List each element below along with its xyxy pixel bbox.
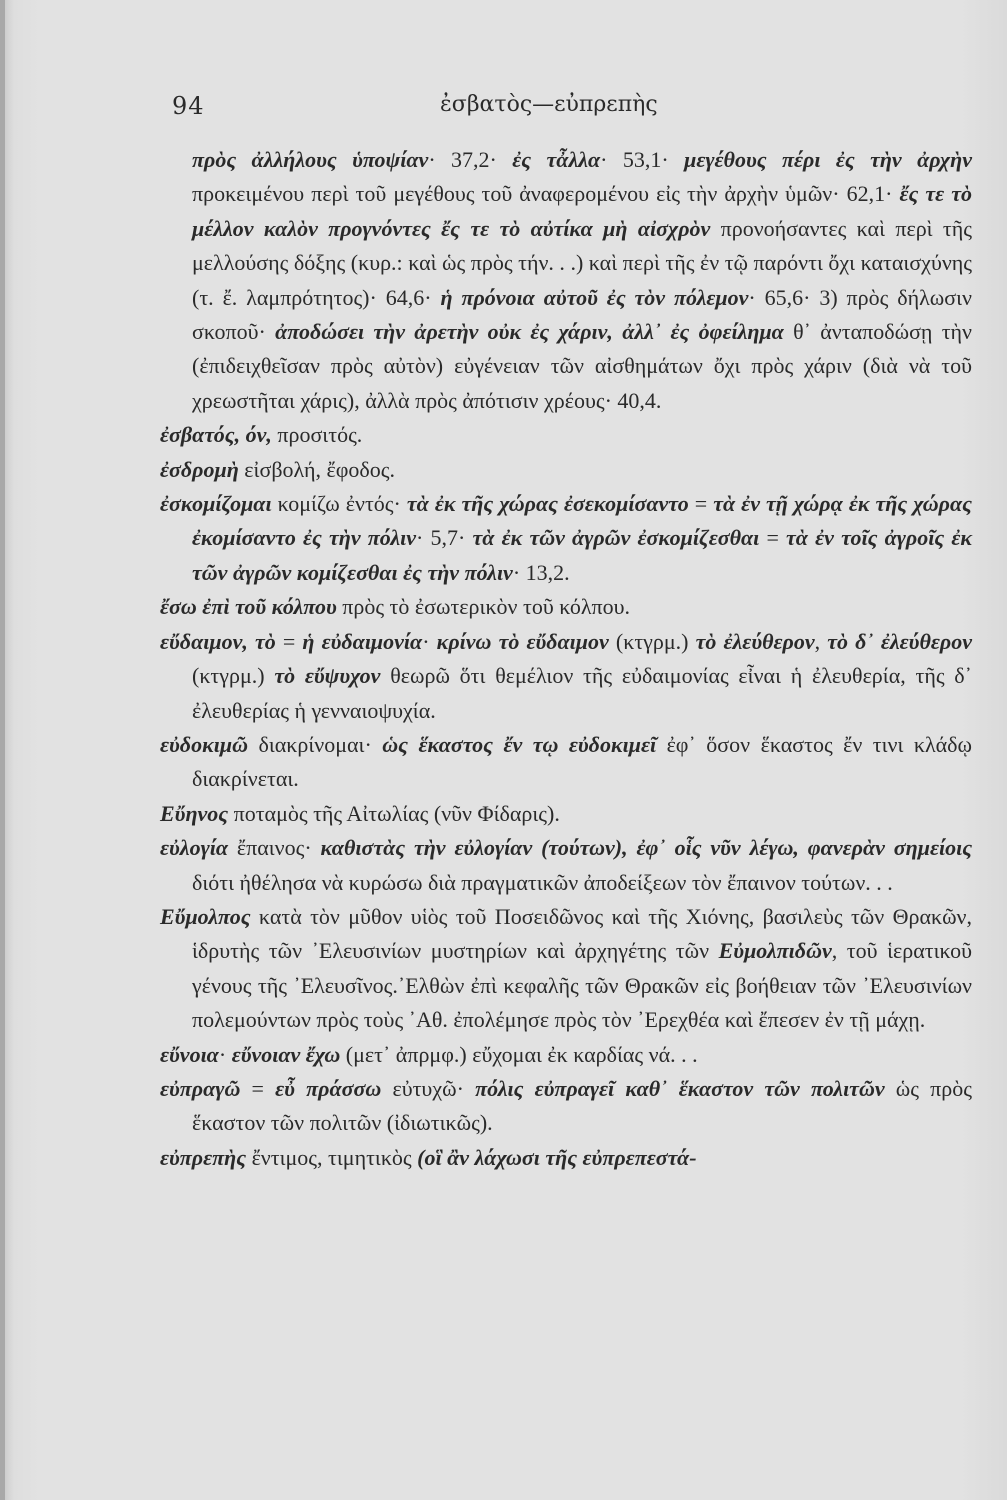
page-header [0, 88, 1007, 122]
dictionary-entry [160, 1141, 972, 1175]
entry-headword: εὐπρεπὴς [160, 1144, 247, 1170]
entry-quotation: (οἳ ἂν λάχωσι τῆς εὐπρεπεστά- [417, 1144, 697, 1170]
entry-gloss: προσιτός. [271, 422, 363, 448]
entry-quotation: ὡς ἕκαστος ἔν τῳ εὐδοκιμεῖ [382, 731, 657, 757]
dictionary-entry [160, 625, 972, 728]
entry-quotation: καθιστὰς τὴν εὐλογίαν (τούτων), ἐφ᾽ οἷς νῦν λέγω, φανερὰν σημείοις [320, 835, 973, 861]
entry-gloss: · 13,2. [512, 559, 570, 585]
entry-quotation: πόλις εὐπραγεῖ καθ᾽ ἕκαστον τῶν πολιτῶν [475, 1075, 885, 1101]
entry-gloss: , τοῦ ἱερατικοῦ γένους τῆς ᾽Ελευσῖνος.᾽Ελθὼν ἐπὶ κεφαλῆς τῶν Θρακῶν εἰς βοήθειαν τῶν ᾽Ελευσινίων πολεμούντων πρὸς τοὺς ᾽Αθ. ἐπολέμησε πρὸς τὸν ᾽Ερεχθέα καὶ ἔπεσεν ἐν τῇ μάχῃ. [192, 938, 973, 1033]
entry-quotation: εὖ πράσσω [275, 1075, 382, 1101]
dictionary-entry [160, 1038, 972, 1072]
entry-gloss: (μετ᾽ ἀπρμφ.) εὔχομαι ἐκ καρδίας νά. . . [340, 1041, 698, 1067]
entry-quotation: μεγέθους πέρι ἐς τὴν ἀρχὴν [684, 147, 972, 172]
dictionary-entry [160, 900, 972, 1038]
entry-quotation: κρίνω τὸ εὔδαιμον [436, 628, 609, 654]
entry-headword: εὐλογία [160, 835, 228, 861]
entry-gloss: διακρίνομαι· [247, 731, 383, 757]
entry-gloss: κομίζω ἐντός· [271, 491, 407, 517]
entry-quotation: τὸ εὔψυχον [274, 663, 381, 689]
entry-gloss: εὐτυχῶ· [381, 1075, 476, 1101]
dictionary-entry [160, 453, 972, 487]
dictionary-body [160, 143, 972, 1175]
entry-gloss: = [759, 525, 787, 551]
entry-gloss: · [218, 1041, 232, 1067]
dictionary-entry [160, 831, 972, 900]
entry-gloss: · 5,7· [416, 525, 473, 551]
dictionary-entry [160, 797, 972, 831]
entry-gloss: πρὸς τὸ ἐσωτερικὸν τοῦ κόλπου. [336, 594, 630, 620]
entry-headword: Εὔμολπος [160, 903, 251, 929]
entry-quotation: τὸ ἐλεύθερον [695, 628, 815, 654]
entry-gloss: διότι ἠθέλησα νὰ κυρώσω διὰ πραγματικῶν ἀποδείξεων τὸν ἔπαινον τούτων. . . [192, 869, 893, 895]
page-binding-edge [0, 0, 5, 1500]
entry-gloss: · 65,6· 3) πρὸς δήλωσιν σκοποῦ· [192, 284, 972, 345]
entry-quotation: ἡ εὐδαιμονία [302, 628, 423, 654]
entry-quotation: τὰ ἐν τοῖς ἀγροῖς ἐκ τῶν ἀγρῶν κομίζεσθαι ἐς τὴν πόλιν [192, 525, 973, 585]
entry-gloss: θ᾽ ἀνταποδώσῃ τὴν (ἐπιδειχθεῖσαν πρὸς αὐτὸν) εὐγένειαν τῶν αἰσθημάτων ὄχι πρὸς χάριν (διὰ νὰ τοῦ χρεωστῆται χάρις), ἀλλὰ πρὸς ἀπότισιν χρέους· 40,4. [192, 319, 973, 413]
entry-gloss: εἰσβολή, ἔφοδος. [238, 456, 395, 482]
entry-quotation: τὰ ἐν τῇ χώρᾳ ἐκ τῆς χώρας ἐκομίσαντο ἐς τὴν πόλιν [192, 491, 972, 551]
entry-quotation: τὰ ἐκ τῆς χώρας ἐσεκομίσαντο [406, 491, 689, 517]
entry-headword: εὐδοκιμῶ [160, 731, 248, 757]
dictionary-entry [160, 487, 972, 590]
entry-headword: Εὔηνος [160, 800, 229, 826]
entry-gloss: (κτγρμ.) [608, 628, 696, 654]
entry-quotation: εὔνοιαν ἔχω [231, 1041, 341, 1067]
entry-gloss: θεωρῶ ὅτι θεμέλιον τῆς εὐδαιμονίας εἶναι ἡ ἐλευθερία, τῆς δ᾽ ἐλευθερίας ἡ γενναιοψυχία. [192, 663, 972, 723]
entry-gloss: ἔντιμος, τιμητικὸς [246, 1144, 418, 1170]
dictionary-entry [160, 590, 972, 624]
entry-gloss: · 53,1· [600, 147, 685, 172]
entry-quotation: ἐς τἆλλα [512, 147, 601, 172]
running-head: ἐσβατὸς—εὐπρεπὴς [440, 92, 658, 117]
entry-gloss: · 37,2· [428, 147, 513, 172]
entry-gloss: , [814, 628, 828, 654]
dictionary-entry [160, 1072, 972, 1141]
page-number: 94 [172, 92, 205, 120]
entry-headword: εὐπραγῶ [160, 1075, 241, 1101]
entry-gloss: = [688, 491, 714, 517]
entry-quotation: τὰ ἐκ τῶν ἀγρῶν ἐσκομίζεσθαι [472, 525, 760, 551]
entry-gloss: ποταμὸς τῆς Αἰτωλίας (νῦν Φίδαρις). [228, 800, 560, 826]
dictionary-entry [160, 143, 972, 418]
entry-quotation: τὸ δ᾽ ἐλεύθερον [827, 628, 972, 654]
entry-gloss: ἔπαινος· [228, 835, 321, 861]
entry-quotation: Εὐμολπιδῶν [718, 938, 832, 964]
entry-gloss: = [240, 1075, 276, 1101]
entry-headword: πρὸς ἀλλήλους ὑποψίαν [192, 147, 429, 172]
entry-quotation: ἡ πρόνοια αὐτοῦ ἐς τὸν πόλεμον [440, 284, 749, 310]
entry-headword: εὔνοια [160, 1041, 219, 1067]
entry-headword: ἐσκομίζομαι [160, 491, 272, 517]
entry-headword: εὔδαιμον, τὸ [160, 628, 276, 654]
entry-headword: ἐσδρομὴ [160, 456, 239, 482]
entry-gloss: (κτγρμ.) [192, 663, 275, 689]
entry-gloss: = [275, 628, 303, 654]
dictionary-entry [160, 728, 972, 797]
entry-gloss: · [422, 628, 437, 654]
entry-gloss: ὡς πρὸς ἕκαστον τῶν πολιτῶν (ἰδιωτικῶς). [192, 1075, 972, 1136]
dictionary-entry [160, 418, 972, 452]
entry-gloss: ἐφ᾽ ὅσον ἕκαστος ἔν τινι κλάδῳ διακρίνεται. [192, 731, 973, 792]
entry-gloss: προκειμένου περὶ τοῦ μεγέθους τοῦ ἀναφερομένου εἰς τὴν ἀρχὴν ὑμῶν· 62,1· [192, 181, 900, 207]
entry-headword: ἐσβατός, όν, [160, 422, 272, 448]
entry-quotation: ἀποδώσει τὴν ἀρετὴν οὐκ ἐς χάριν, ἀλλ᾽ ἐς ὀφείλημα [275, 319, 784, 345]
entry-quotation: ἔς τε τὸ μέλλον καλὸν προγνόντες ἔς τε τὸ αὐτίκα μὴ αἰσχρὸν [192, 181, 972, 241]
entry-gloss: κατὰ τὸν μῦθον υἱὸς τοῦ Ποσειδῶνος καὶ τῆς Χιόνης, βασιλεὺς τῶν Θρακῶν, ἱδρυτὴς τῶν ᾽Ελευσινίων μυστηρίων καὶ ἀρχηγέτης τῶν [192, 903, 972, 964]
entry-headword: ἔσω ἐπὶ τοῦ κόλπου [160, 594, 337, 620]
entry-gloss: προνοήσαντες καὶ περὶ τῆς μελλούσης δόξης (κυρ.: καὶ ὡς πρὸς τήν. . .) καὶ περὶ τῆς ἐν τῷ παρόντι ὄχι καταισχύνης (τ. ἔ. λαμπρότητος)· 64,6· [192, 215, 972, 310]
